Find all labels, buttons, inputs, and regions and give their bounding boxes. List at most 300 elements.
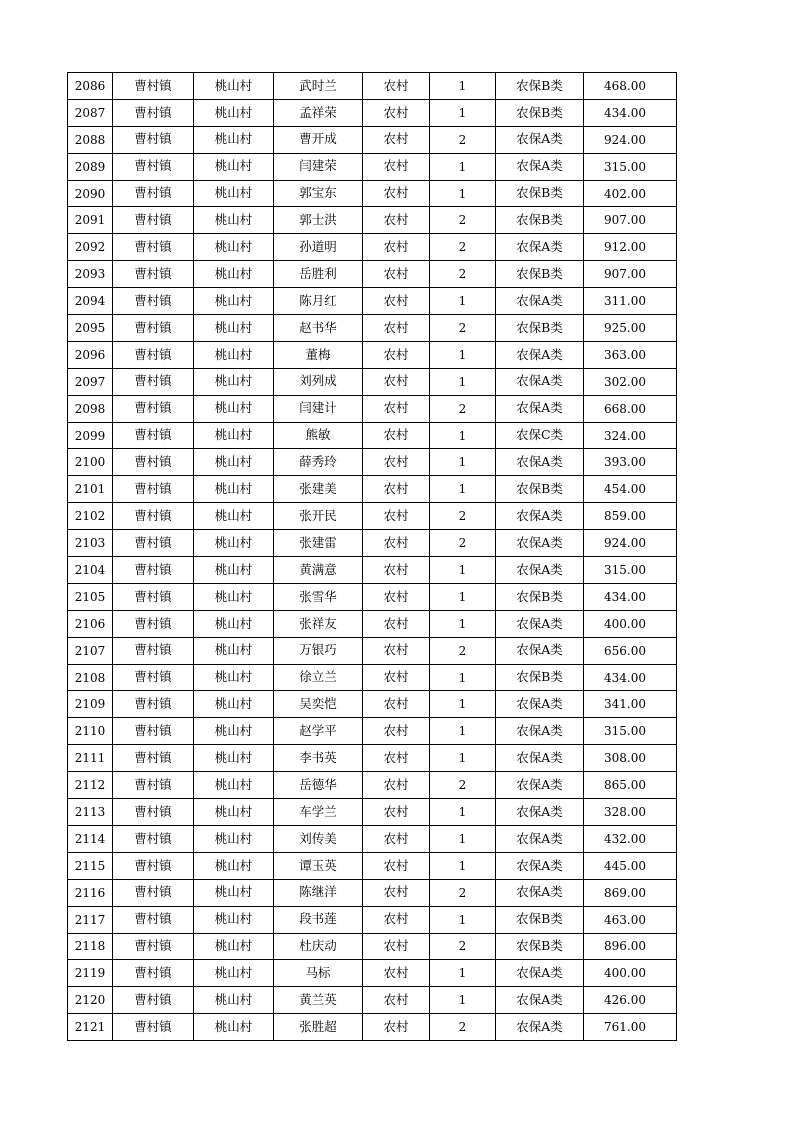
cell-type: 农村 [363, 879, 430, 906]
cell-name: 李书英 [274, 745, 363, 772]
cell-count: 1 [430, 906, 496, 933]
cell-town: 曹村镇 [113, 99, 194, 126]
cell-type: 农村 [363, 583, 430, 610]
cell-amount: 668.00 [584, 395, 677, 422]
cell-count: 1 [430, 583, 496, 610]
cell-name: 徐立兰 [274, 664, 363, 691]
cell-amount: 311.00 [584, 288, 677, 315]
cell-type: 农村 [363, 664, 430, 691]
cell-id: 2117 [68, 906, 113, 933]
table-row [68, 852, 677, 879]
cell-type: 农村 [363, 799, 430, 826]
cell-type: 农村 [363, 261, 430, 288]
cell-amount: 468.00 [584, 73, 677, 100]
cell-amount: 400.00 [584, 960, 677, 987]
table-row [68, 691, 677, 718]
cell-amount: 434.00 [584, 664, 677, 691]
cell-id: 2086 [68, 73, 113, 100]
cell-count: 2 [430, 503, 496, 530]
cell-count: 1 [430, 476, 496, 503]
cell-count: 1 [430, 799, 496, 826]
cell-id: 2105 [68, 583, 113, 610]
cell-type: 农村 [363, 1014, 430, 1041]
cell-town: 曹村镇 [113, 772, 194, 799]
cell-name: 万银巧 [274, 637, 363, 664]
cell-type: 农村 [363, 933, 430, 960]
cell-village: 桃山村 [194, 73, 274, 100]
cell-count: 1 [430, 610, 496, 637]
cell-town: 曹村镇 [113, 180, 194, 207]
cell-amount: 426.00 [584, 987, 677, 1014]
table-row [68, 960, 677, 987]
cell-town: 曹村镇 [113, 73, 194, 100]
cell-town: 曹村镇 [113, 207, 194, 234]
cell-category: 农保A类 [496, 449, 584, 476]
cell-amount: 925.00 [584, 315, 677, 342]
cell-village: 桃山村 [194, 664, 274, 691]
table-row [68, 99, 677, 126]
cell-type: 农村 [363, 234, 430, 261]
cell-town: 曹村镇 [113, 368, 194, 395]
cell-town: 曹村镇 [113, 476, 194, 503]
cell-name: 陈继洋 [274, 879, 363, 906]
cell-count: 2 [430, 530, 496, 557]
cell-town: 曹村镇 [113, 718, 194, 745]
cell-name: 孟祥荣 [274, 99, 363, 126]
table-row [68, 315, 677, 342]
cell-type: 农村 [363, 73, 430, 100]
cell-amount: 302.00 [584, 368, 677, 395]
cell-type: 农村 [363, 960, 430, 987]
cell-amount: 761.00 [584, 1014, 677, 1041]
cell-id: 2120 [68, 987, 113, 1014]
cell-category: 农保A类 [496, 879, 584, 906]
cell-town: 曹村镇 [113, 234, 194, 261]
cell-type: 农村 [363, 288, 430, 315]
cell-count: 2 [430, 1014, 496, 1041]
cell-town: 曹村镇 [113, 960, 194, 987]
cell-town: 曹村镇 [113, 583, 194, 610]
table-row [68, 288, 677, 315]
table-row [68, 745, 677, 772]
cell-name: 刘传美 [274, 825, 363, 852]
cell-type: 农村 [363, 637, 430, 664]
cell-id: 2121 [68, 1014, 113, 1041]
table-row [68, 368, 677, 395]
cell-town: 曹村镇 [113, 422, 194, 449]
cell-type: 农村 [363, 422, 430, 449]
cell-village: 桃山村 [194, 557, 274, 584]
cell-type: 农村 [363, 476, 430, 503]
cell-village: 桃山村 [194, 960, 274, 987]
cell-name: 张胜超 [274, 1014, 363, 1041]
cell-name: 谭玉英 [274, 852, 363, 879]
cell-type: 农村 [363, 395, 430, 422]
cell-type: 农村 [363, 126, 430, 153]
table-row [68, 799, 677, 826]
table-row [68, 422, 677, 449]
cell-type: 农村 [363, 449, 430, 476]
cell-amount: 434.00 [584, 99, 677, 126]
cell-village: 桃山村 [194, 288, 274, 315]
cell-town: 曹村镇 [113, 315, 194, 342]
cell-category: 农保B类 [496, 664, 584, 691]
cell-count: 1 [430, 987, 496, 1014]
cell-amount: 907.00 [584, 207, 677, 234]
cell-village: 桃山村 [194, 718, 274, 745]
cell-category: 农保B类 [496, 933, 584, 960]
cell-amount: 865.00 [584, 772, 677, 799]
cell-category: 农保A类 [496, 960, 584, 987]
cell-amount: 907.00 [584, 261, 677, 288]
cell-count: 1 [430, 341, 496, 368]
cell-count: 1 [430, 718, 496, 745]
cell-category: 农保B类 [496, 906, 584, 933]
table-row [68, 395, 677, 422]
table-row [68, 234, 677, 261]
cell-count: 2 [430, 395, 496, 422]
table-row [68, 503, 677, 530]
cell-name: 车学兰 [274, 799, 363, 826]
cell-id: 2113 [68, 799, 113, 826]
cell-type: 农村 [363, 503, 430, 530]
cell-name: 张祥友 [274, 610, 363, 637]
cell-village: 桃山村 [194, 879, 274, 906]
table-row [68, 637, 677, 664]
cell-type: 农村 [363, 691, 430, 718]
cell-village: 桃山村 [194, 772, 274, 799]
cell-village: 桃山村 [194, 153, 274, 180]
cell-name: 郭士洪 [274, 207, 363, 234]
cell-count: 1 [430, 288, 496, 315]
cell-id: 2114 [68, 825, 113, 852]
cell-category: 农保B类 [496, 180, 584, 207]
cell-village: 桃山村 [194, 745, 274, 772]
cell-town: 曹村镇 [113, 449, 194, 476]
cell-town: 曹村镇 [113, 691, 194, 718]
cell-village: 桃山村 [194, 261, 274, 288]
cell-category: 农保A类 [496, 153, 584, 180]
cell-amount: 341.00 [584, 691, 677, 718]
cell-id: 2100 [68, 449, 113, 476]
cell-town: 曹村镇 [113, 799, 194, 826]
cell-amount: 315.00 [584, 718, 677, 745]
table-row [68, 73, 677, 100]
table-row [68, 153, 677, 180]
cell-category: 农保A类 [496, 126, 584, 153]
table-row [68, 126, 677, 153]
cell-amount: 400.00 [584, 610, 677, 637]
cell-id: 2092 [68, 234, 113, 261]
cell-town: 曹村镇 [113, 879, 194, 906]
cell-type: 农村 [363, 852, 430, 879]
cell-village: 桃山村 [194, 691, 274, 718]
cell-count: 1 [430, 691, 496, 718]
cell-village: 桃山村 [194, 933, 274, 960]
cell-town: 曹村镇 [113, 395, 194, 422]
cell-name: 吴奕恺 [274, 691, 363, 718]
cell-amount: 393.00 [584, 449, 677, 476]
cell-village: 桃山村 [194, 476, 274, 503]
cell-name: 熊敏 [274, 422, 363, 449]
cell-name: 杜庆动 [274, 933, 363, 960]
cell-id: 2093 [68, 261, 113, 288]
cell-count: 2 [430, 772, 496, 799]
cell-category: 农保A类 [496, 987, 584, 1014]
cell-amount: 924.00 [584, 126, 677, 153]
cell-count: 1 [430, 825, 496, 852]
cell-name: 董梅 [274, 341, 363, 368]
cell-category: 农保A类 [496, 341, 584, 368]
cell-name: 张建美 [274, 476, 363, 503]
cell-category: 农保A类 [496, 772, 584, 799]
table-row [68, 879, 677, 906]
cell-type: 农村 [363, 180, 430, 207]
cell-count: 1 [430, 449, 496, 476]
cell-name: 武时兰 [274, 73, 363, 100]
cell-type: 农村 [363, 315, 430, 342]
cell-category: 农保A类 [496, 1014, 584, 1041]
cell-village: 桃山村 [194, 906, 274, 933]
cell-category: 农保A类 [496, 557, 584, 584]
cell-town: 曹村镇 [113, 664, 194, 691]
cell-village: 桃山村 [194, 852, 274, 879]
cell-town: 曹村镇 [113, 261, 194, 288]
cell-amount: 363.00 [584, 341, 677, 368]
cell-category: 农保B类 [496, 476, 584, 503]
cell-amount: 308.00 [584, 745, 677, 772]
cell-town: 曹村镇 [113, 503, 194, 530]
cell-category: 农保B类 [496, 207, 584, 234]
cell-name: 段书莲 [274, 906, 363, 933]
cell-town: 曹村镇 [113, 933, 194, 960]
cell-name: 岳胜利 [274, 261, 363, 288]
cell-count: 1 [430, 73, 496, 100]
cell-amount: 656.00 [584, 637, 677, 664]
cell-id: 2112 [68, 772, 113, 799]
cell-count: 2 [430, 315, 496, 342]
cell-name: 曹开成 [274, 126, 363, 153]
cell-name: 黄满意 [274, 557, 363, 584]
cell-category: 农保B类 [496, 99, 584, 126]
cell-type: 农村 [363, 610, 430, 637]
cell-id: 2101 [68, 476, 113, 503]
cell-id: 2116 [68, 879, 113, 906]
cell-id: 2119 [68, 960, 113, 987]
cell-id: 2089 [68, 153, 113, 180]
cell-village: 桃山村 [194, 341, 274, 368]
cell-count: 1 [430, 852, 496, 879]
table-row [68, 341, 677, 368]
cell-type: 农村 [363, 341, 430, 368]
cell-id: 2108 [68, 664, 113, 691]
cell-category: 农保A类 [496, 718, 584, 745]
cell-type: 农村 [363, 153, 430, 180]
cell-id: 2118 [68, 933, 113, 960]
cell-id: 2102 [68, 503, 113, 530]
cell-village: 桃山村 [194, 637, 274, 664]
cell-count: 1 [430, 99, 496, 126]
cell-amount: 324.00 [584, 422, 677, 449]
cell-village: 桃山村 [194, 126, 274, 153]
table-row [68, 207, 677, 234]
table-row [68, 906, 677, 933]
cell-type: 农村 [363, 207, 430, 234]
cell-village: 桃山村 [194, 99, 274, 126]
cell-id: 2110 [68, 718, 113, 745]
cell-amount: 445.00 [584, 852, 677, 879]
cell-town: 曹村镇 [113, 852, 194, 879]
cell-count: 1 [430, 153, 496, 180]
cell-id: 2107 [68, 637, 113, 664]
cell-town: 曹村镇 [113, 610, 194, 637]
cell-name: 赵学平 [274, 718, 363, 745]
cell-count: 1 [430, 368, 496, 395]
cell-village: 桃山村 [194, 1014, 274, 1041]
cell-id: 2097 [68, 368, 113, 395]
cell-name: 郭宝东 [274, 180, 363, 207]
cell-village: 桃山村 [194, 503, 274, 530]
cell-town: 曹村镇 [113, 825, 194, 852]
cell-town: 曹村镇 [113, 153, 194, 180]
cell-name: 张建雷 [274, 530, 363, 557]
cell-name: 张雪华 [274, 583, 363, 610]
cell-name: 岳德华 [274, 772, 363, 799]
table-row [68, 718, 677, 745]
cell-id: 2106 [68, 610, 113, 637]
cell-amount: 315.00 [584, 557, 677, 584]
cell-category: 农保A类 [496, 745, 584, 772]
cell-category: 农保A类 [496, 395, 584, 422]
cell-town: 曹村镇 [113, 745, 194, 772]
cell-type: 农村 [363, 557, 430, 584]
cell-category: 农保B类 [496, 73, 584, 100]
cell-village: 桃山村 [194, 368, 274, 395]
cell-id: 2115 [68, 852, 113, 879]
cell-category: 农保A类 [496, 288, 584, 315]
cell-town: 曹村镇 [113, 126, 194, 153]
table-row [68, 180, 677, 207]
cell-village: 桃山村 [194, 530, 274, 557]
cell-amount: 454.00 [584, 476, 677, 503]
table-row [68, 449, 677, 476]
cell-count: 1 [430, 960, 496, 987]
table-row [68, 557, 677, 584]
cell-category: 农保A类 [496, 530, 584, 557]
cell-amount: 328.00 [584, 799, 677, 826]
cell-count: 2 [430, 126, 496, 153]
table-row [68, 772, 677, 799]
cell-category: 农保A类 [496, 637, 584, 664]
cell-name: 陈月红 [274, 288, 363, 315]
cell-type: 农村 [363, 368, 430, 395]
cell-village: 桃山村 [194, 180, 274, 207]
table-row [68, 583, 677, 610]
cell-count: 1 [430, 745, 496, 772]
cell-count: 2 [430, 879, 496, 906]
cell-village: 桃山村 [194, 987, 274, 1014]
cell-category: 农保B类 [496, 315, 584, 342]
cell-type: 农村 [363, 99, 430, 126]
cell-name: 闫建计 [274, 395, 363, 422]
cell-type: 农村 [363, 825, 430, 852]
cell-amount: 896.00 [584, 933, 677, 960]
cell-count: 2 [430, 933, 496, 960]
cell-name: 马标 [274, 960, 363, 987]
cell-town: 曹村镇 [113, 906, 194, 933]
cell-village: 桃山村 [194, 315, 274, 342]
cell-amount: 402.00 [584, 180, 677, 207]
cell-name: 黄兰英 [274, 987, 363, 1014]
cell-category: 农保A类 [496, 503, 584, 530]
cell-id: 2094 [68, 288, 113, 315]
cell-amount: 869.00 [584, 879, 677, 906]
data-table [67, 72, 677, 1041]
cell-category: 农保A类 [496, 368, 584, 395]
cell-type: 农村 [363, 987, 430, 1014]
cell-category: 农保A类 [496, 799, 584, 826]
table-body [68, 73, 677, 1041]
cell-category: 农保A类 [496, 852, 584, 879]
cell-town: 曹村镇 [113, 637, 194, 664]
cell-id: 2103 [68, 530, 113, 557]
table-row [68, 1014, 677, 1041]
cell-category: 农保C类 [496, 422, 584, 449]
cell-id: 2090 [68, 180, 113, 207]
cell-type: 农村 [363, 745, 430, 772]
cell-amount: 434.00 [584, 583, 677, 610]
cell-town: 曹村镇 [113, 530, 194, 557]
cell-id: 2088 [68, 126, 113, 153]
cell-count: 2 [430, 207, 496, 234]
cell-category: 农保B类 [496, 261, 584, 288]
table-row [68, 530, 677, 557]
table-row [68, 987, 677, 1014]
cell-id: 2111 [68, 745, 113, 772]
cell-town: 曹村镇 [113, 1014, 194, 1041]
cell-id: 2109 [68, 691, 113, 718]
cell-id: 2096 [68, 341, 113, 368]
cell-count: 1 [430, 180, 496, 207]
cell-type: 农村 [363, 906, 430, 933]
cell-id: 2098 [68, 395, 113, 422]
cell-name: 张开民 [274, 503, 363, 530]
cell-count: 2 [430, 234, 496, 261]
cell-village: 桃山村 [194, 422, 274, 449]
cell-village: 桃山村 [194, 449, 274, 476]
cell-town: 曹村镇 [113, 341, 194, 368]
cell-amount: 912.00 [584, 234, 677, 261]
cell-amount: 315.00 [584, 153, 677, 180]
cell-village: 桃山村 [194, 799, 274, 826]
cell-village: 桃山村 [194, 610, 274, 637]
cell-name: 孙道明 [274, 234, 363, 261]
cell-id: 2095 [68, 315, 113, 342]
cell-count: 1 [430, 422, 496, 449]
cell-name: 刘列成 [274, 368, 363, 395]
cell-type: 农村 [363, 772, 430, 799]
cell-id: 2087 [68, 99, 113, 126]
table-row [68, 610, 677, 637]
cell-type: 农村 [363, 530, 430, 557]
cell-count: 2 [430, 261, 496, 288]
cell-village: 桃山村 [194, 825, 274, 852]
cell-category: 农保A类 [496, 610, 584, 637]
cell-name: 赵书华 [274, 315, 363, 342]
table-row [68, 476, 677, 503]
cell-id: 2091 [68, 207, 113, 234]
cell-type: 农村 [363, 718, 430, 745]
